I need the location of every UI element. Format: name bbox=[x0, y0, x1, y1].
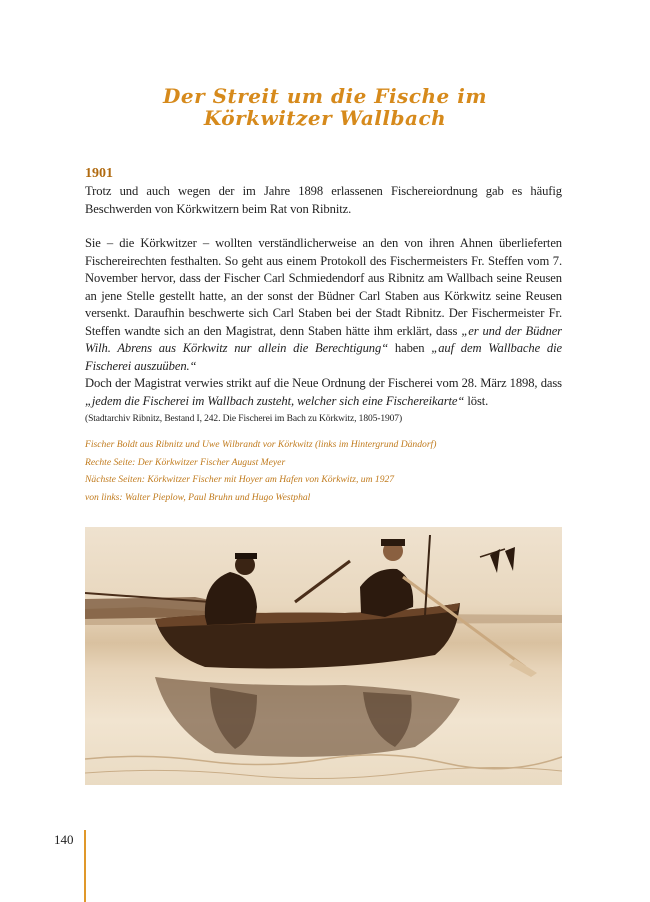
caption-4: von links: Walter Pieplow, Paul Bruhn und Hugo Westphal bbox=[85, 491, 311, 503]
title-line-2: Körkwitzer Wallbach bbox=[203, 106, 447, 130]
paragraph-1: Trotz und auch wegen der im Jahre 1898 erlassenen Fischereiordnung gab es häufig Beschwerden von Körkwitzern beim Rat von Ribnitz. bbox=[85, 184, 562, 216]
section-year: 1901 bbox=[85, 166, 113, 181]
quote-berechtigung: „er und der Büdner Wilh. Abrens aus Körkwitz nur allein die Berechtigung“ bbox=[85, 323, 562, 355]
title-line-1: Der Streit um die Fische im bbox=[163, 84, 487, 108]
sepia-photo-fishermen-boat bbox=[85, 527, 562, 785]
archive-source: (Stadtarchiv Ribnitz, Bestand I, 242. Die Fischerei im Bach zu Körkwitz, 1805-1907) bbox=[85, 414, 403, 424]
page-number-rule bbox=[84, 830, 86, 902]
photo-captions bbox=[85, 436, 562, 506]
paragraph-2 bbox=[85, 235, 562, 375]
paragraph-2-text-1: Sie – die Körkwitzer – wollten verständlicherweise an den von ihren Ahnen überlieferten Fischereirechten festhalten. So geht aus einem Protokoll des Fischermeisters Fr. Steffen vom 7. November hervor, dass der Fischer Carl Schmiedendorf aus Ribnitz am Wallbach seine Reusen an jene Stelle gestellt hatte, an der sonst der Büdner Carl Staben aus Körkwitz seine Reusen versenkt. Daraufhin beschwerte sich Carl Staben bei der Stadt Ribnitz. Der Fischermeister Fr. Steffen wandte sich an den Magistrat, denn Staben hätte ihm erklärt, dass bbox=[85, 236, 562, 338]
paragraph-2-text-2: haben bbox=[388, 341, 432, 355]
page-title bbox=[80, 85, 570, 129]
caption-2: Rechte Seite: Der Körkwitzer Fischer August Meyer bbox=[85, 456, 286, 468]
paragraph-3-text-2: löst. bbox=[464, 393, 489, 408]
paragraph-3-text-1: Doch der Magistrat verwies strikt auf die Neue Ordnung der Fischerei vom 28. März 1898, dass bbox=[85, 376, 562, 390]
paragraph-3 bbox=[85, 375, 562, 410]
article-body bbox=[85, 183, 562, 428]
photo-illustration bbox=[85, 527, 562, 785]
page-number: 140 bbox=[54, 832, 74, 847]
quote-fischereikarte: „jedem die Fischerei im Wallbach zusteht, welcher sich eine Fischereikarte“ bbox=[85, 393, 465, 408]
caption-1: Fischer Boldt aus Ribnitz und Uwe Wilbrandt vor Körkwitz (links im Hintergrund Dändorf) bbox=[85, 439, 437, 450]
quote-fischerei-auszuueben: „auf dem Wallbache die Fischerei auszuüben.“ bbox=[85, 341, 562, 373]
caption-3: Nächste Seiten: Körkwitzer Fischer mit Hoyer am Hafen von Körkwitz, um 1927 bbox=[85, 474, 395, 486]
